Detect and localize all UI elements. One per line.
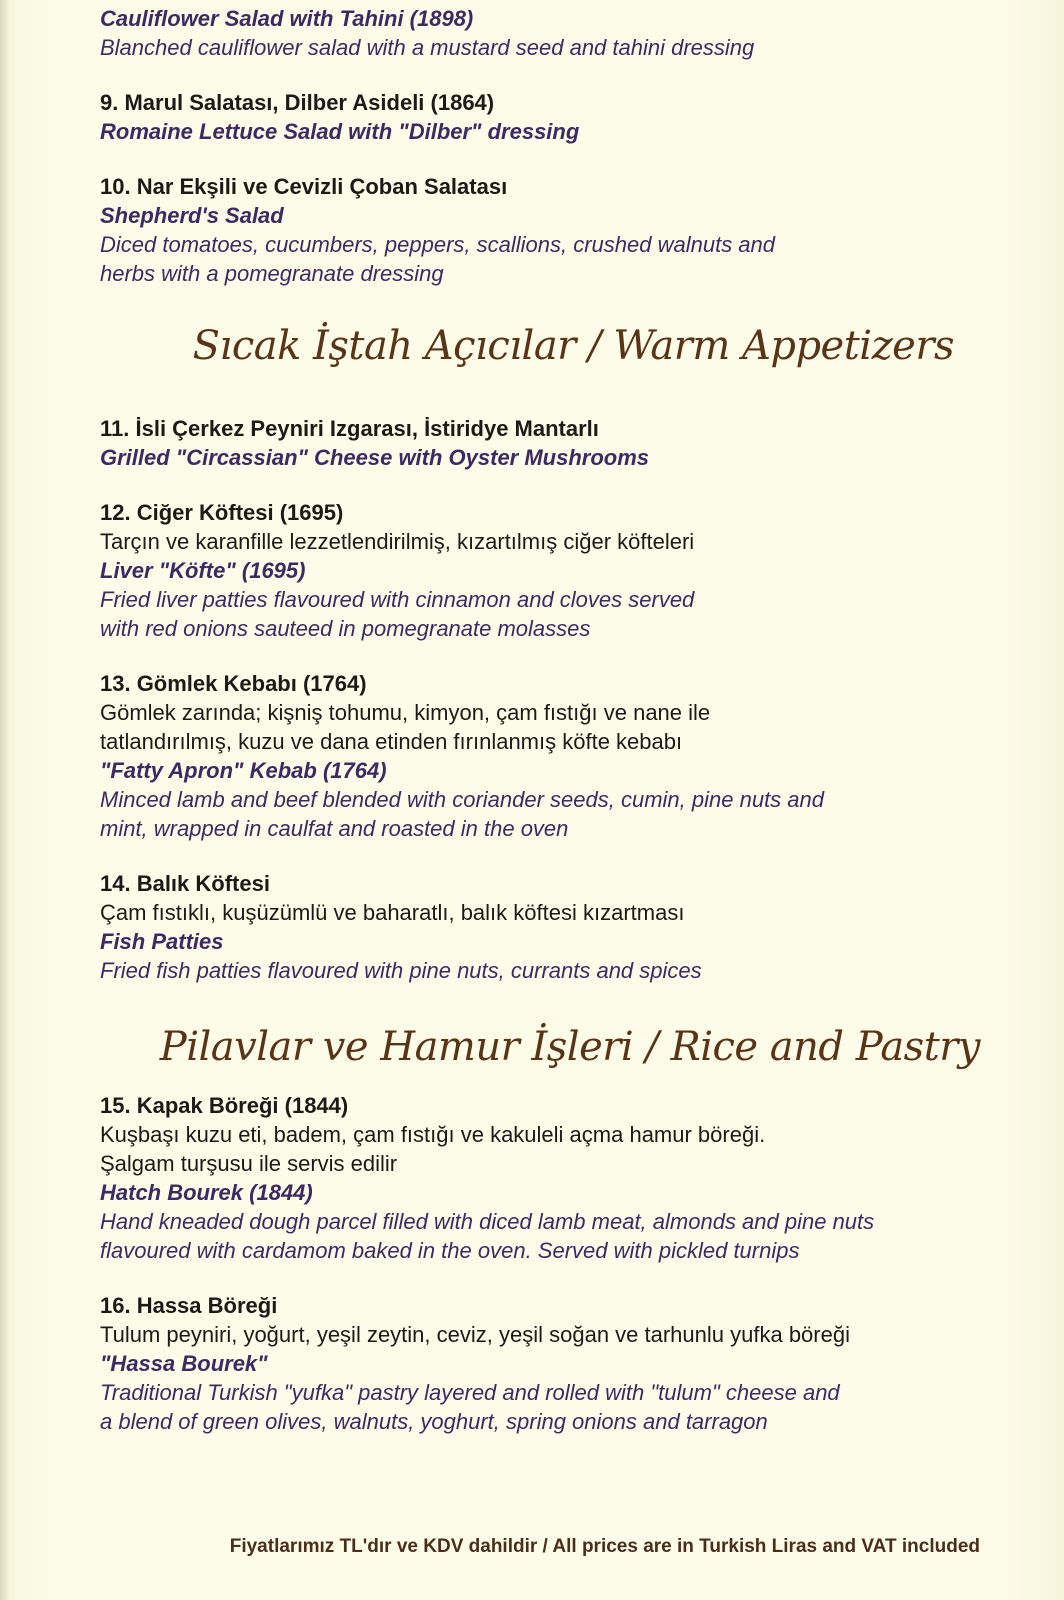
item-16-tr-name: 16. Hassa Böreği xyxy=(100,1293,278,1318)
price-note-footer: Fiyatlarımız TL'dır ve KDV dahildir / All prices are in Turkish Liras and VAT included xyxy=(229,1536,980,1557)
item-11-tr-name: 11. İsli Çerkez Peyniri Izgarası, İstiridye Mantarlı xyxy=(100,416,599,441)
section-title-rice-and-pastry: Pilavlar ve Hamur İşleri / Rice and Pastry xyxy=(159,1024,980,1070)
item-10-en-desc-2: herbs with a pomegranate dressing xyxy=(100,261,444,286)
item-13-en-desc-2: mint, wrapped in caulfat and roasted in the oven xyxy=(100,816,569,841)
menu-item-8 xyxy=(100,4,1020,62)
item-8-en-desc: Blanched cauliflower salad with a mustard seed and tahini dressing xyxy=(100,35,755,60)
menu-item-11 xyxy=(100,414,1020,472)
item-12-en-name: Liver "Köfte" (1695) xyxy=(100,558,306,583)
item-15-tr-desc-2: Şalgam turşusu ile servis edilir xyxy=(100,1151,398,1176)
menu-item-14 xyxy=(100,869,1020,985)
item-12-en-desc-1: Fried liver patties flavoured with cinnamon and cloves served xyxy=(100,587,695,612)
item-11-en-name: Grilled "Circassian" Cheese with Oyster Mushrooms xyxy=(100,445,650,470)
item-14-tr-name: 14. Balık Köftesi xyxy=(100,871,270,896)
item-12-en-desc-2: with red onions sauteed in pomegranate molasses xyxy=(100,616,591,641)
item-10-tr-name: 10. Nar Ekşili ve Cevizli Çoban Salatası xyxy=(100,174,508,199)
item-14-en-desc-1: Fried fish patties flavoured with pine nuts, currants and spices xyxy=(100,958,702,983)
menu-item-16 xyxy=(100,1291,1020,1436)
item-15-tr-desc-1: Kuşbaşı kuzu eti, badem, çam fıstığı ve kakuleli açma hamur böreği. xyxy=(100,1122,766,1147)
menu-item-13 xyxy=(100,669,1020,843)
item-10-en-desc-1: Diced tomatoes, cucumbers, peppers, scallions, crushed walnuts and xyxy=(100,232,776,257)
item-12-tr-desc-1: Tarçın ve karanfille lezzetlendirilmiş, kızartılmış ciğer köfteleri xyxy=(100,529,695,554)
page-binding-shadow xyxy=(0,0,10,1600)
item-13-tr-name: 13. Gömlek Kebabı (1764) xyxy=(100,671,367,696)
item-16-en-desc-2: a blend of green olives, walnuts, yoghurt, spring onions and tarragon xyxy=(100,1409,768,1434)
item-15-tr-name: 15. Kapak Böreği (1844) xyxy=(100,1093,349,1118)
item-10-en-name: Shepherd's Salad xyxy=(100,203,284,228)
item-16-en-desc-1: Traditional Turkish "yufka" pastry layered and rolled with "tulum" cheese and xyxy=(100,1380,840,1405)
item-13-en-name: "Fatty Apron" Kebab (1764) xyxy=(100,758,387,783)
item-13-tr-desc-1: Gömlek zarında; kişniş tohumu, kimyon, çam fıstığı ve nane ile xyxy=(100,700,711,725)
item-15-en-name: Hatch Bourek (1844) xyxy=(100,1180,313,1205)
menu-item-15 xyxy=(100,1091,1020,1265)
item-9-en-name: Romaine Lettuce Salad with "Dilber" dressing xyxy=(100,119,580,144)
item-16-tr-desc-1: Tulum peyniri, yoğurt, yeşil zeytin, ceviz, yeşil soğan ve tarhunlu yufka böreği xyxy=(100,1322,850,1347)
menu-item-10 xyxy=(100,172,1020,288)
item-9-tr-name: 9. Marul Salatası, Dilber Asideli (1864) xyxy=(100,90,495,115)
item-14-en-name: Fish Patties xyxy=(100,929,224,954)
item-16-en-name: "Hassa Bourek" xyxy=(100,1351,268,1376)
item-13-en-desc-1: Minced lamb and beef blended with coriander seeds, cumin, pine nuts and xyxy=(100,787,825,812)
item-8-en-name: Cauliflower Salad with Tahini (1898) xyxy=(100,6,474,31)
item-15-en-desc-2: flavoured with cardamom baked in the oven. Served with pickled turnips xyxy=(100,1238,800,1263)
menu-list xyxy=(100,4,1020,1436)
item-15-en-desc-1: Hand kneaded dough parcel filled with diced lamb meat, almonds and pine nuts xyxy=(100,1209,875,1234)
item-12-tr-name: 12. Ciğer Köftesi (1695) xyxy=(100,500,344,525)
item-14-tr-desc-1: Çam fıstıklı, kuşüzümlü ve baharatlı, balık köftesi kızartması xyxy=(100,900,685,925)
section-title-warm-appetizers: Sıcak İştah Açıcılar / Warm Appetizers xyxy=(192,323,954,369)
item-13-tr-desc-2: tatlandırılmış, kuzu ve dana etinden fırınlanmış köfte kebabı xyxy=(100,729,683,754)
menu-item-9 xyxy=(100,88,1020,146)
menu-item-12 xyxy=(100,498,1020,643)
